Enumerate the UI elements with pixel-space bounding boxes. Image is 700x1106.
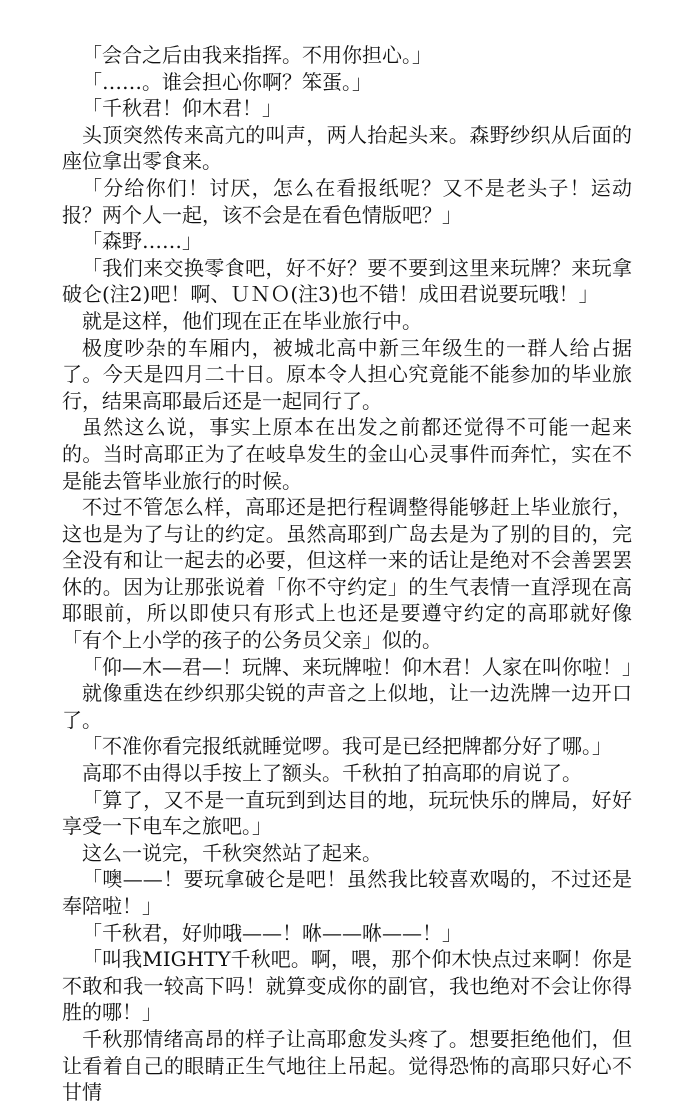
paragraph: 「算了，又不是一直玩到到达目的地，玩玩快乐的牌局，好好享受一下电车之旅吧。」 [62,787,632,839]
paragraph: 「森野……」 [82,229,202,254]
paragraph: 不过不管怎么样，高耶还是把行程调整得能够赶上毕业旅行，这也是为了与让的约定。虽然高耶到广岛去是为了别的目的，完全没有和让一起去的必要，但这样一来的话让是绝对不会善罢罢休的。因为让那张说着「你不守约定」的生气表情一直浮现在高耶眼前，所以即使只有形式上也还是要遵守约定的高耶就好像「有个上小学的孩子的公务员父亲」似的。 [62,495,632,653]
paragraph: 「噢——！要玩拿破仑是吧！虽然我比较喜欢喝的，不过还是奉陪啦！」 [62,867,632,918]
paragraph: 「不准你看完报纸就睡觉啰。我可是已经把牌都分好了哪。」 [82,734,612,759]
paragraph: 「仰—木—君—！玩牌、来玩牌啦！仰木君！人家在叫你啦！」 [82,654,642,679]
paragraph: 「千秋君！仰木君！」 [82,96,282,121]
paragraph: 「我们来交换零食吧，好不好？要不要到这里来玩牌？来玩拿破仑(注2)吧！啊、ＵＮＯ(注3)也不错！成田君说要玩哦！」 [62,255,632,307]
paragraph: 头顶突然传来高亢的叫声，两人抬起头来。森野纱织从后面的座位拿出零食来。 [62,122,632,174]
paragraph: 极度吵杂的车厢内，被城北高中新三年级生的一群人给占据了。今天是四月二十日。原本令人担心究竟能不能参加的毕业旅行，结果高耶最后还是一起同行了。 [62,335,632,413]
paragraph: 就像重迭在纱织那尖锐的声音之上似地，让一边洗牌一边开口了。 [62,681,632,732]
paragraph: 「……。谁会担心你啊？笨蛋。」 [82,69,372,94]
paragraph: 高耶不由得以手按上了额头。千秋拍了拍高耶的肩说了。 [82,761,582,786]
paragraph: 「叫我MIGHTY千秋吧。啊，喂，那个仰木快点过来啊！你是不敢和我一较高下吗！就算变成你的副官，我也绝对不会让你得胜的哪！」 [62,947,632,1025]
novel-page [62,42,642,1106]
paragraph: 虽然这么说，事实上原本在出发之前都还觉得不可能一起来的。当时高耶正为了在岐阜发生的金山心灵事件而奔忙，实在不是能去管毕业旅行的时候。 [62,415,632,493]
paragraph: 这么一说完，千秋突然站了起来。 [82,840,382,865]
paragraph: 「千秋君，好帅哦——！咻——咻——！」 [82,920,462,945]
paragraph: 「会合之后由我来指挥。不用你担心。」 [82,43,432,67]
paragraph: 「分给你们！讨厌，怎么在看报纸呢？又不是老头子！运动报？两个人一起，该不会是在看色情版吧？」 [62,175,632,227]
paragraph: 就是这样，他们现在正在毕业旅行中。 [82,308,422,333]
paragraph: 千秋那情绪高昂的样子让高耶愈发头疼了。想要拒绝他们，但让看着自己的眼睛正生气地往上吊起。觉得恐怖的高耶只好心不甘情 [62,1026,632,1105]
